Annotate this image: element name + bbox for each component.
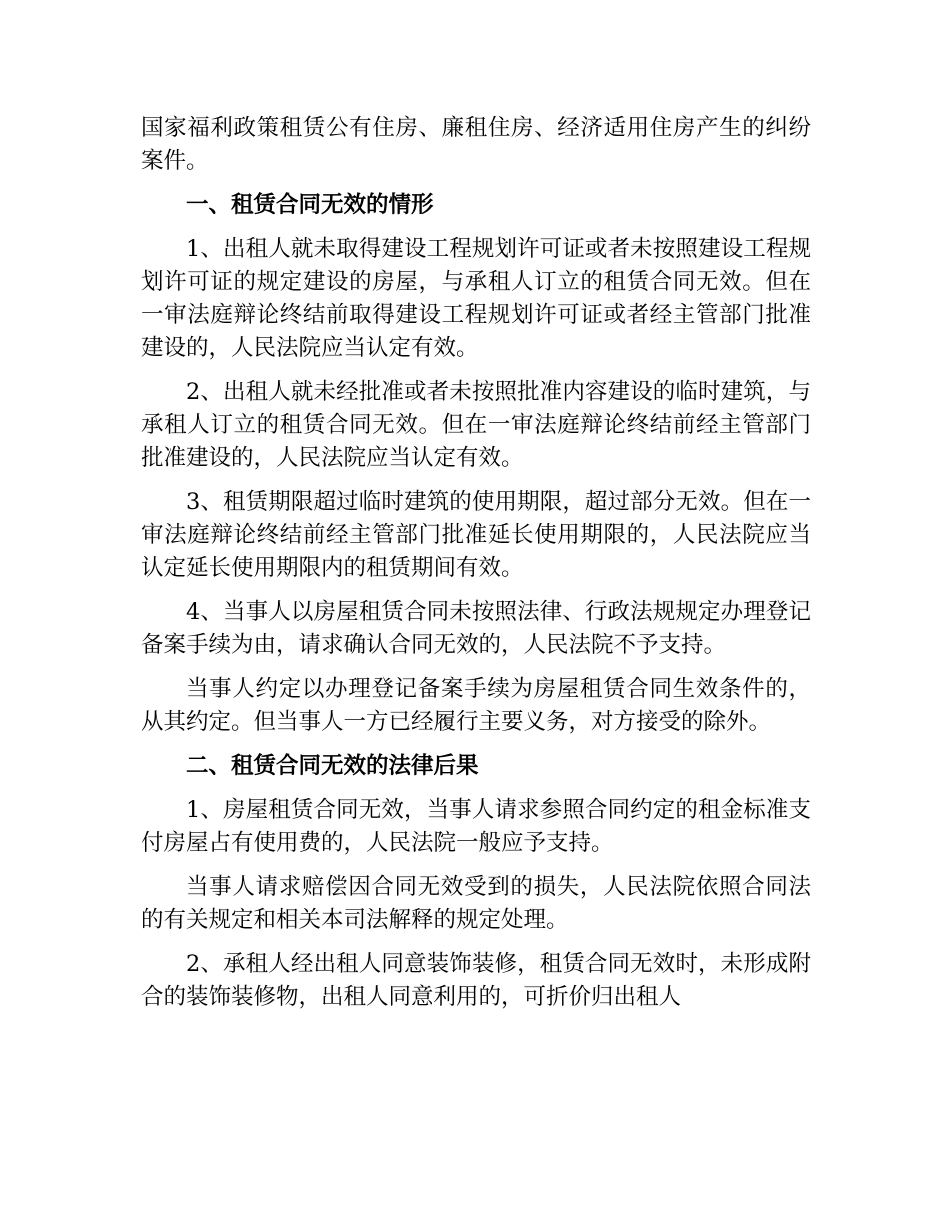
document-body — [141, 112, 811, 1025]
paragraph-clause-4: 4、当事人以房屋租赁合同未按照法律、行政法规规定办理登记备案手续为由，请求确认合同无效的，人民法院不予支持。 — [141, 599, 811, 658]
section-heading-invalid-cases: 一、租赁合同无效的情形 — [186, 192, 434, 218]
section-heading-legal-consequences: 二、租赁合同无效的法律后果 — [186, 753, 479, 779]
paragraph-consequence-2: 2、承租人经出租人同意装饰装修，租赁合同无效时，未形成附合的装饰装修物，出租人同意利用的，可折价归出租人 — [141, 951, 811, 1010]
paragraph-intro: 国家福利政策租赁公有住房、廉租住房、经济适用住房产生的纠纷案件。 — [141, 115, 811, 174]
paragraph-clause-3: 3、租赁期限超过临时建筑的使用期限，超过部分无效。但在一审法庭辩论终结前经主管部门批准延长使用期限的，人民法院应当认定延长使用期限内的租赁期间有效。 — [141, 489, 811, 581]
paragraph-registration-condition: 当事人约定以办理登记备案手续为房屋租赁合同生效条件的，从其约定。但当事人一方已经履行主要义务，对方接受的除外。 — [141, 676, 811, 735]
paragraph-clause-2: 2、出租人就未经批准或者未按照批准内容建设的临时建筑，与承租人订立的租赁合同无效。但在一审法庭辩论终结前经主管部门批准建设的，人民法院应当认定有效。 — [141, 379, 811, 471]
paragraph-consequence-1: 1、房屋租赁合同无效，当事人请求参照合同约定的租金标准支付房屋占有使用费的，人民法院一般应予支持。 — [141, 797, 811, 856]
paragraph-clause-1: 1、出租人就未取得建设工程规划许可证或者未按照建设工程规划许可证的规定建设的房屋，与承租人订立的租赁合同无效。但在一审法庭辩论终结前取得建设工程规划许可证或者经主管部门批准建设的，人民法院应当认定有效。 — [141, 236, 811, 361]
paragraph-damages: 当事人请求赔偿因合同无效受到的损失，人民法院依照合同法的有关规定和相关本司法解释的规定处理。 — [141, 874, 811, 933]
